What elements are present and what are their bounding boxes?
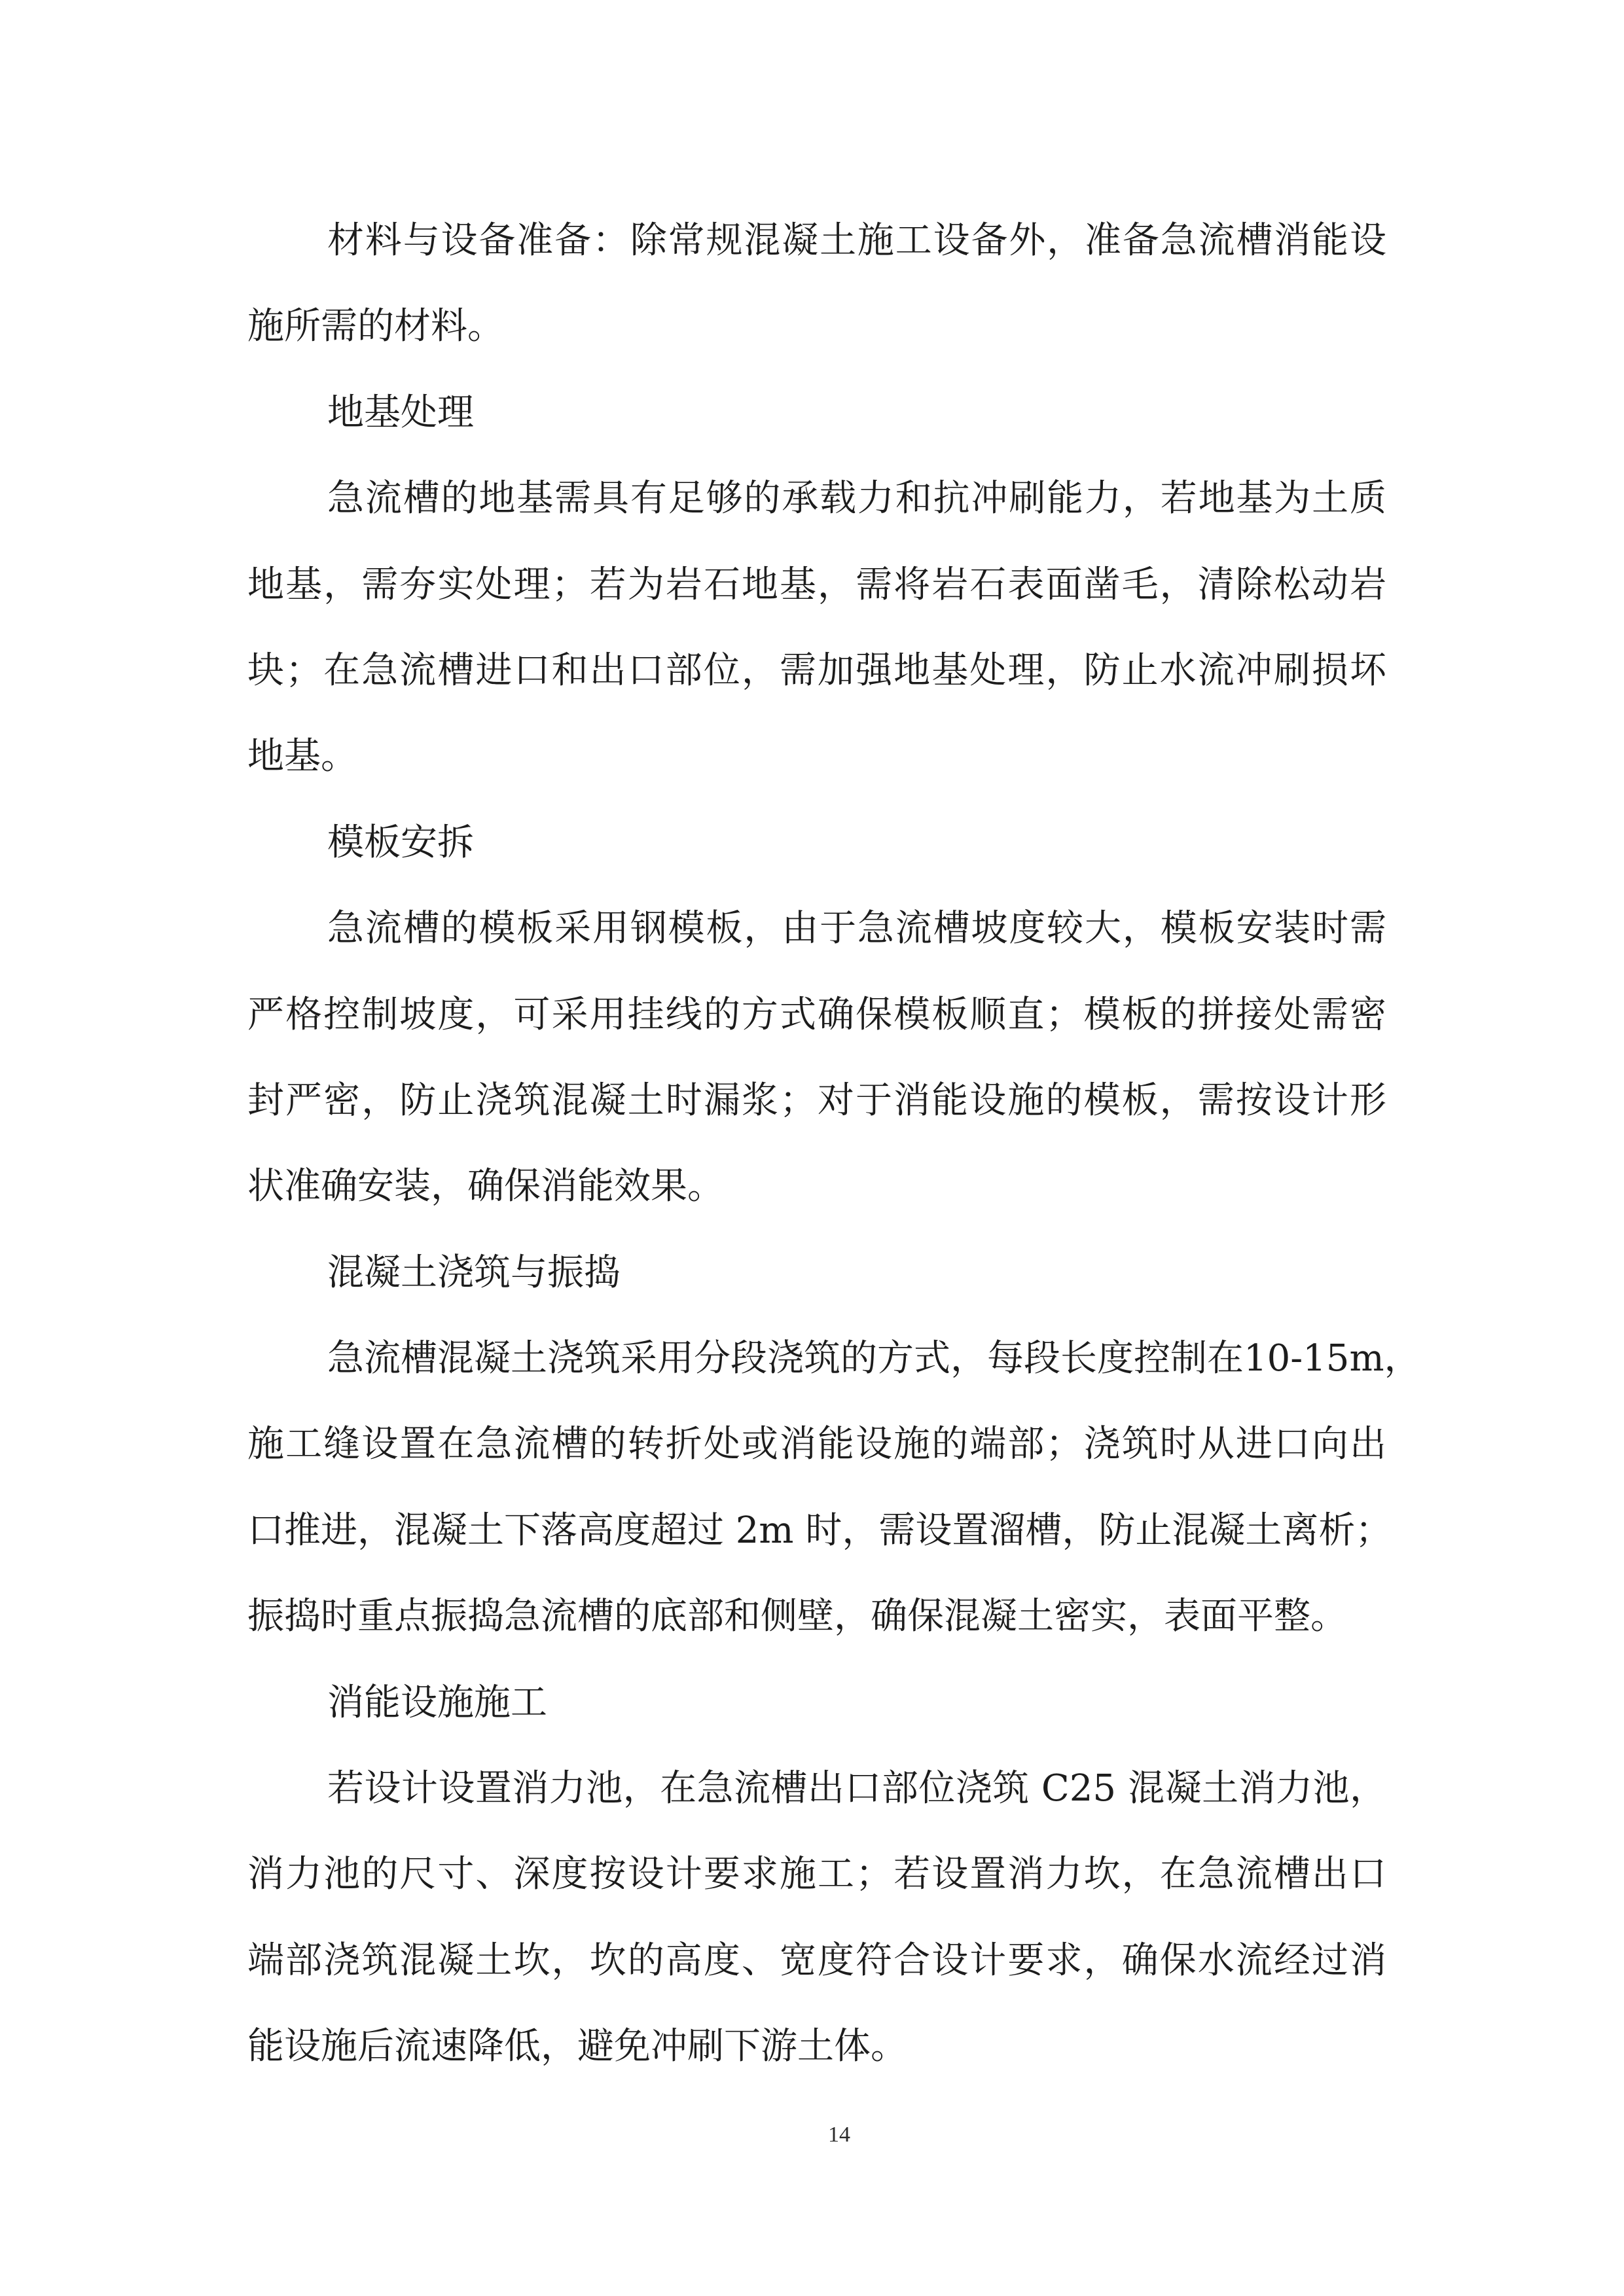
section-heading: 地基处理 [327,391,474,434]
text-line: 急流槽的模板采用钢模板，由于急流槽坡度较大，模板安装时需 [327,907,1386,950]
text-line: 消力池的尺寸、深度按设计要求施工；若设置消力坎，在急流槽出口 [247,1853,1386,1896]
section-energy-dissipation [247,1660,1386,2090]
text-line: 材料与设备准备：除常规混凝土施工设备外，准备急流槽消能设 [327,219,1386,262]
intro-paragraph [247,198,1386,370]
text-line: 能设施后流速降低，避免冲刷下游土体。 [247,2025,907,2068]
text-line: 地基。 [247,735,357,778]
text-line: 急流槽混凝土浇筑采用分段浇筑的方式，每段长度控制在10-15m， [327,1337,1421,1380]
section-foundation [247,370,1386,800]
text-line: 口推进，混凝土下落高度超过 2m 时，需设置溜槽，防止混凝土离析； [247,1509,1392,1552]
section-concrete-pouring [247,1230,1421,1660]
text-line: 振捣时重点振捣急流槽的底部和侧壁，确保混凝土密实，表面平整。 [247,1595,1347,1638]
text-line: 若设计设置消力池，在急流槽出口部位浇筑 C25 混凝土消力池， [327,1767,1386,1810]
section-formwork [247,800,1386,1230]
section-heading: 模板安拆 [327,821,474,864]
page-number: 14 [828,2123,850,2147]
text-line: 施工缝设置在急流槽的转折处或消能设施的端部；浇筑时从进口向出 [247,1423,1386,1466]
text-line: 地基，需夯实处理；若为岩石地基，需将岩石表面凿毛，清除松动岩 [247,563,1386,606]
section-heading: 混凝土浇筑与振捣 [327,1251,621,1294]
text-line: 严格控制坡度，可采用挂线的方式确保模板顺直；模板的拼接处需密 [247,993,1386,1036]
text-line: 块；在急流槽进口和出口部位，需加强地基处理，防止水流冲刷损坏 [247,649,1386,692]
text-line: 急流槽的地基需具有足够的承载力和抗冲刷能力，若地基为土质 [327,477,1386,520]
text-line: 施所需的材料。 [247,305,504,348]
text-line: 端部浇筑混凝土坎，坎的高度、宽度符合设计要求，确保水流经过消 [247,1939,1386,1982]
text-line: 状准确安装，确保消能效果。 [247,1165,724,1208]
section-heading: 消能设施施工 [327,1681,547,1724]
document-body [247,198,1421,2090]
text-line: 封严密，防止浇筑混凝土时漏浆；对于消能设施的模板，需按设计形 [247,1079,1386,1122]
